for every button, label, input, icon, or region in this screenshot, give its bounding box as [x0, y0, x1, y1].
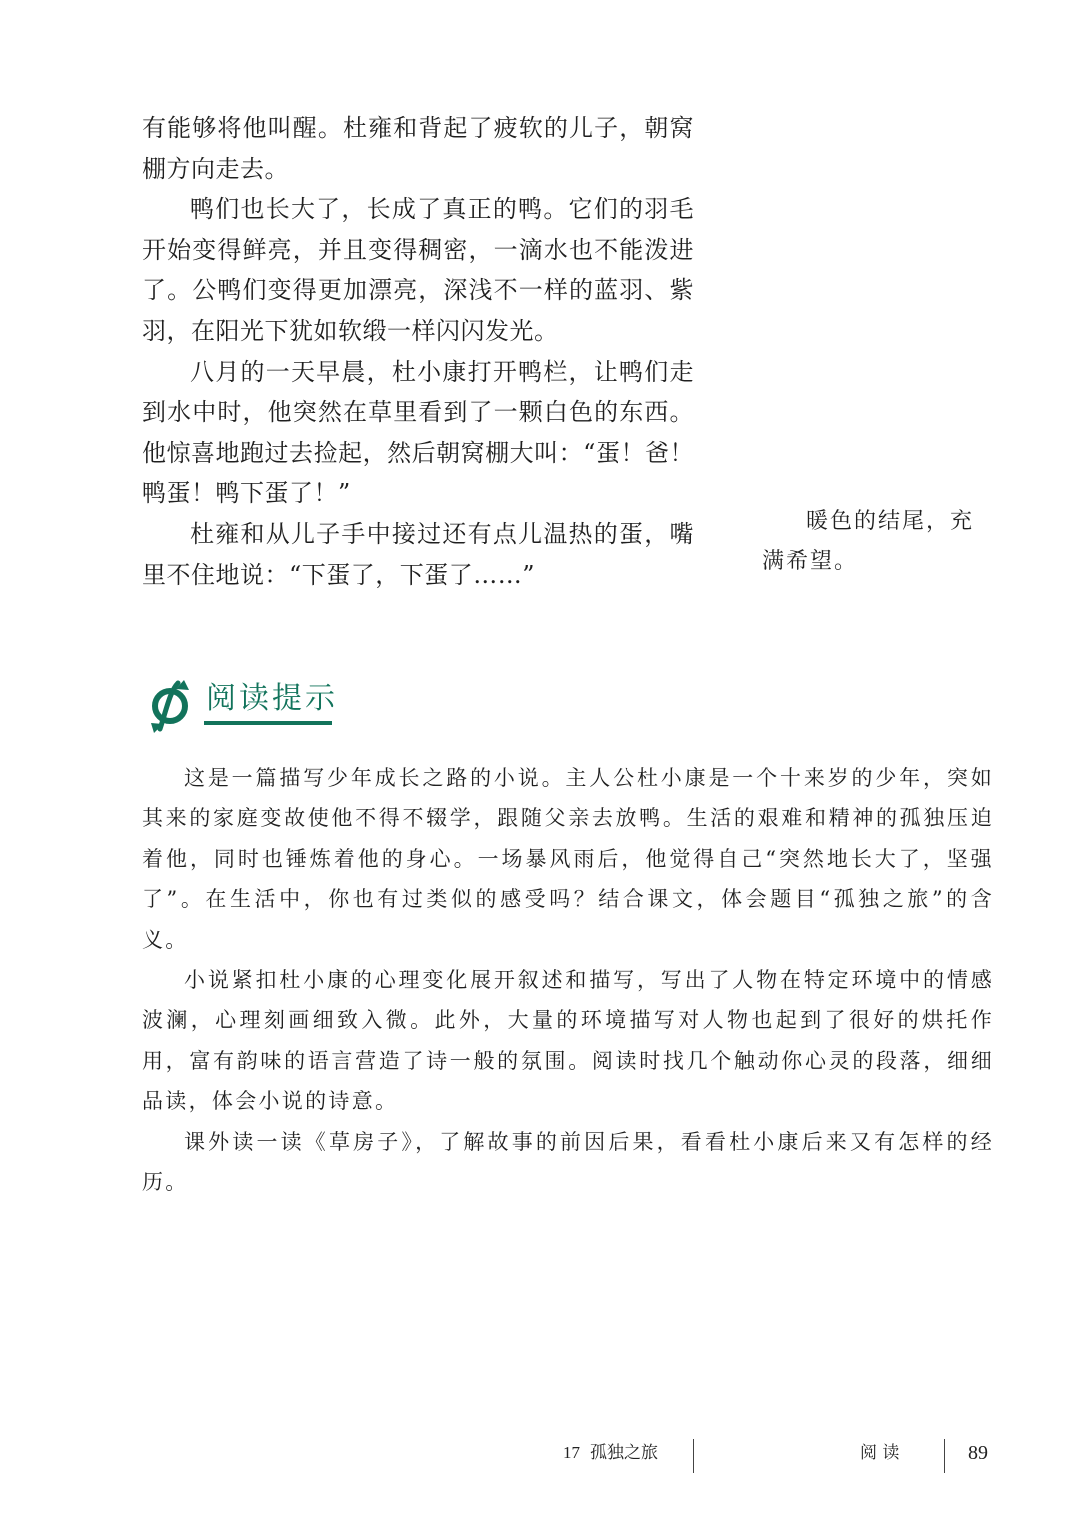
hint-paragraph: 小说紧扣杜小康的心理变化展开叙述和描写，写出了人物在特定环境中的情感波澜，心理刻画细致入微。此外，大量的环境描写对人物也起到了很好的烘托作用，富有韵味的语言营造了诗一般的氛围。阅读时找几个触动你心灵的段落，细细品读，体会小说的诗意。	[142, 968, 994, 1114]
lesson-title: 孤独之旅	[590, 1443, 658, 1463]
reading-hint-body	[142, 758, 994, 1202]
section-name: 阅 读	[860, 1443, 900, 1463]
margin-annotation: 暖色的结尾，充满希望。	[762, 509, 975, 574]
story-paragraph: 有能够将他叫醒。杜雍和背起了疲软的儿子，朝窝棚方向走去。	[142, 114, 694, 183]
hint-paragraph: 课外读一读《草房子》，了解故事的前因后果，看看杜小康后来又有怎样的经历。	[142, 1129, 994, 1195]
footer-divider	[693, 1439, 694, 1473]
story-paragraph: 杜雍和从儿子手中接过还有点儿温热的蛋，嘴里不住地说：“下蛋了，下蛋了……”	[142, 519, 694, 589]
page-footer	[0, 1435, 1086, 1471]
reading-hint-title: 阅读提示	[206, 681, 338, 716]
story-text	[142, 108, 694, 595]
story-paragraph: 鸭们也长大了，长成了真正的鸭。它们的羽毛开始变得鲜亮，并且变得稠密，一滴水也不能泼进了。公鸭们变得更加漂亮，深浅不一样的蓝羽、紫羽，在阳光下犹如软缎一样闪闪发光。	[142, 195, 694, 345]
hint-paragraph: 这是一篇描写少年成长之路的小说。主人公杜小康是一个十来岁的少年，突如其来的家庭变故使他不得不辍学，跟随父亲去放鸭。生活的艰难和精神的孤独压迫着他，同时也锤炼着他的身心。一场暴风雨后，他觉得自己“突然地长大了，坚强了”。在生活中，你也有过类似的感受吗？结合课文，体会题目“孤独之旅”的含义。	[142, 766, 994, 952]
reading-hint-icon	[140, 677, 200, 737]
footer-divider	[944, 1439, 945, 1473]
lesson-number: 17	[563, 1443, 580, 1462]
reading-hint-underline	[204, 721, 332, 725]
story-paragraph: 八月的一天早晨，杜小康打开鸭栏，让鸭们走到水中时，他突然在草里看到了一颗白色的东西。他惊喜地跑过去捡起，然后朝窝棚大叫：“蛋！爸！鸭蛋！鸭下蛋了！”	[142, 357, 694, 508]
page-number: 89	[968, 1442, 988, 1464]
